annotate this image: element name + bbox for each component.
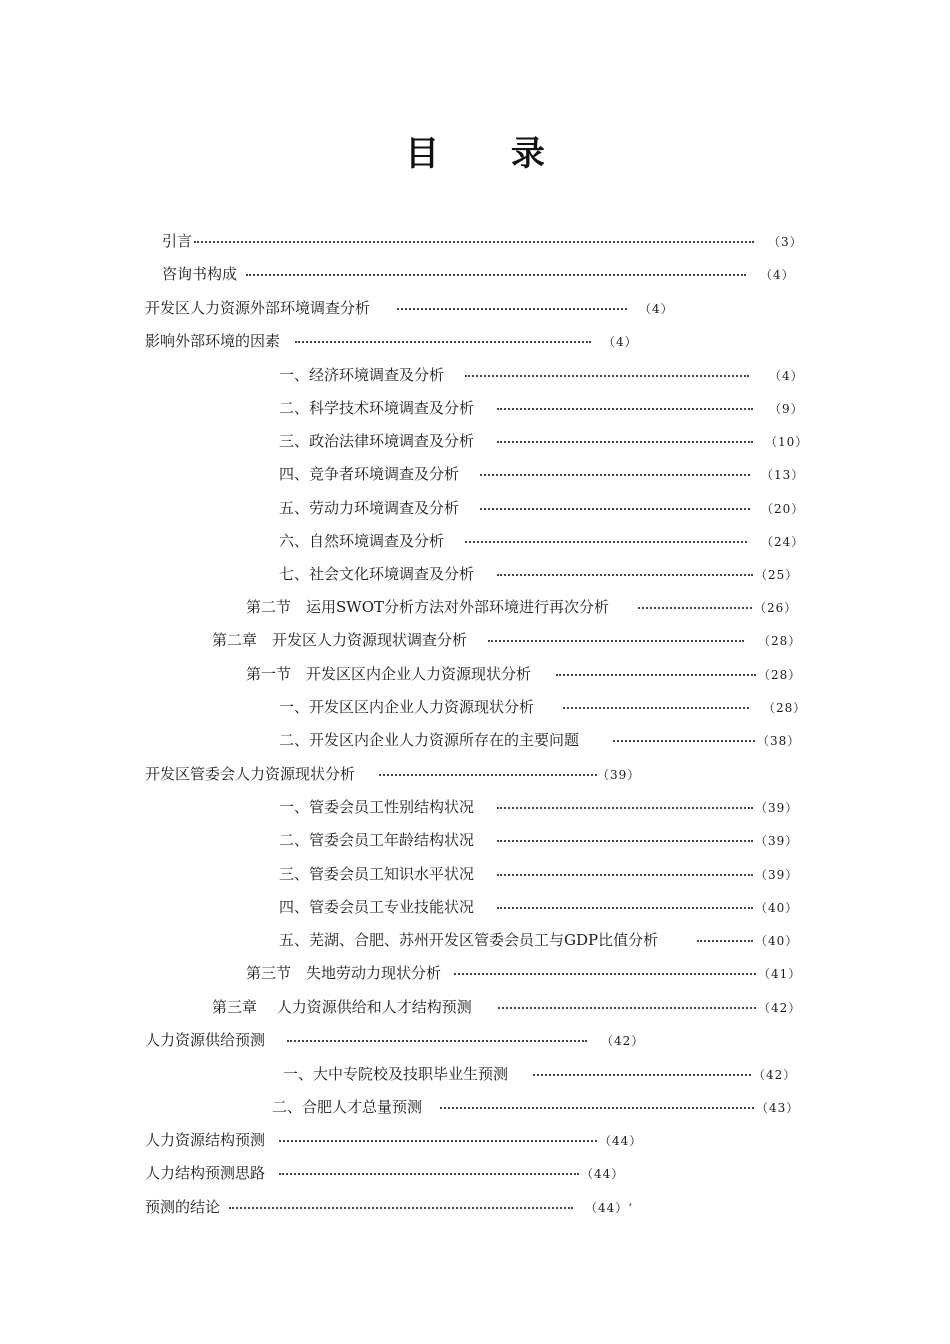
toc-entry[interactable] (279, 895, 799, 919)
toc-entry[interactable] (279, 695, 807, 719)
toc-entry[interactable] (279, 429, 809, 453)
toc-entry-label: 一、经济环境调查及分析 (279, 366, 445, 384)
toc-entry-label: 一、管委会员工性别结构状况 (279, 798, 475, 816)
toc-leader-dots (397, 308, 627, 310)
toc-entry[interactable] (279, 363, 804, 387)
toc-leader-dots (379, 774, 597, 776)
toc-entry-page: （28） (763, 701, 807, 715)
toc-entry-label: 五、劳动力环境调查及分析 (279, 499, 460, 517)
toc-entry[interactable] (162, 229, 802, 253)
toc-leader-dots (563, 707, 749, 709)
toc-entry[interactable] (279, 928, 799, 952)
toc-entry-page: （25） (755, 568, 799, 582)
toc-entry-page: （41） (758, 967, 802, 981)
toc-entry-label: 第二章 开发区人力资源现状调查分析 (212, 631, 468, 649)
toc-leader-dots (480, 508, 750, 510)
toc-leader-dots (613, 740, 755, 742)
toc-leader-dots (497, 408, 753, 410)
toc-entry[interactable] (279, 396, 804, 420)
toc-entry-label: 二、科学技术环境调查及分析 (279, 399, 475, 417)
toc-entry-page: （9） (769, 402, 804, 416)
toc-entry-label: 五、芜湖、合肥、苏州开发区管委会员工与GDP比值分析 (279, 931, 659, 949)
toc-leader-dots (465, 541, 747, 543)
toc-entry-page: （44） (581, 1167, 625, 1181)
toc-entry[interactable] (145, 1161, 645, 1185)
toc-entry[interactable] (272, 1095, 800, 1119)
toc-entry-label: 人力结构预测思路 (145, 1164, 266, 1182)
toc-leader-dots (533, 1074, 751, 1076)
toc-entry-page: （42） (753, 1068, 797, 1082)
toc-leader-dots (440, 1107, 754, 1109)
toc-entry-page: （38） (757, 734, 801, 748)
toc-entry[interactable] (162, 262, 802, 286)
toc-leader-dots (194, 241, 754, 243)
toc-entry-page: （28） (758, 668, 802, 682)
toc-entry-page: （28） (758, 634, 802, 648)
toc-entry-label: 一、开发区区内企业人力资源现状分析 (279, 698, 535, 716)
page-title: 目 录 (405, 134, 575, 174)
toc-entry-page: （20） (761, 502, 805, 516)
toc-entry[interactable] (145, 329, 645, 353)
toc-entry-page: （4） (760, 268, 795, 282)
toc-entry[interactable] (279, 562, 799, 586)
toc-entry-page: （44） (599, 1134, 643, 1148)
toc-entry-label: 第一节 开发区区内企业人力资源现状分析 (246, 665, 532, 683)
toc-entry-page: （4） (769, 369, 804, 383)
toc-leader-dots (488, 640, 744, 642)
toc-entry-page: （24） (761, 535, 805, 549)
toc-leader-dots (497, 574, 753, 576)
toc-entry-label: 人力资源供给预测 (145, 1031, 266, 1049)
toc-entry-label: 二、管委会员工年龄结构状况 (279, 831, 475, 849)
toc-entry[interactable] (145, 296, 685, 320)
toc-entry[interactable] (212, 628, 800, 652)
toc-entry-page: （4） (639, 302, 674, 316)
toc-leader-dots (556, 674, 756, 676)
toc-entry-label: 第三节 失地劳动力现状分析 (246, 964, 442, 982)
toc-leader-dots (480, 474, 750, 476)
toc-entry-label: 开发区人力资源外部环境调查分析 (145, 299, 371, 317)
toc-entry-page: （39） (755, 868, 799, 882)
toc-entry-label: 一、大中专院校及技职毕业生预测 (283, 1065, 509, 1083)
toc-entry[interactable] (279, 828, 799, 852)
toc-entry-page: （40） (755, 901, 799, 915)
toc-entry-label: 二、开发区内企业人力资源所存在的主要问题 (279, 731, 580, 749)
toc-entry[interactable] (279, 795, 799, 819)
toc-entry-label: 第二节 运用SWOT分析方法对外部环境进行再次分析 (246, 598, 609, 616)
toc-entry-label: 四、管委会员工专业技能状况 (279, 898, 475, 916)
toc-entry[interactable] (145, 1028, 645, 1052)
toc-entry-label: 三、政治法律环境调查及分析 (279, 432, 475, 450)
toc-leader-dots (454, 973, 756, 975)
toc-entry-page: （13） (761, 468, 805, 482)
toc-entry-page: （39） (597, 768, 641, 782)
toc-entry[interactable] (212, 995, 800, 1019)
toc-leader-dots (246, 274, 746, 276)
toc-entry-page: （40） (755, 934, 799, 948)
toc-leader-dots (497, 874, 753, 876)
toc-entry-page: （42） (758, 1001, 802, 1015)
toc-entry-label: 预测的结论 (145, 1198, 221, 1216)
toc-leader-dots (295, 341, 591, 343)
toc-leader-dots (497, 840, 753, 842)
toc-entry[interactable] (145, 1195, 665, 1219)
toc-entry-label: 四、竞争者环境调查及分析 (279, 465, 460, 483)
toc-entry[interactable] (145, 1128, 645, 1152)
toc-entry-label: 六、自然环境调查及分析 (279, 532, 445, 550)
toc-leader-dots (697, 940, 753, 942)
toc-entry[interactable] (246, 961, 800, 985)
toc-leader-dots (287, 1040, 587, 1042)
toc-entry-label: 人力资源结构预测 (145, 1131, 266, 1149)
toc-entry-label: 影响外部环境的因素 (145, 332, 281, 350)
toc-entry-label: 咨询书构成 (162, 265, 238, 283)
toc-entry-page: （39） (755, 834, 799, 848)
toc-entry[interactable] (279, 529, 805, 553)
toc-leader-dots (497, 907, 753, 909)
toc-entry-page: （44）‘ (585, 1201, 634, 1215)
toc-entry[interactable] (246, 662, 800, 686)
toc-entry-page: （3） (768, 235, 803, 249)
toc-leader-dots (279, 1173, 579, 1175)
toc-entry-label: 开发区管委会人力资源现状分析 (145, 765, 356, 783)
toc-entry-label: 三、管委会员工知识水平状况 (279, 865, 475, 883)
toc-leader-dots (465, 375, 749, 377)
toc-entry[interactable] (279, 862, 799, 886)
toc-leader-dots (229, 1207, 573, 1209)
toc-leader-dots (279, 1140, 597, 1142)
toc-entry-page: （10） (765, 435, 809, 449)
toc-entry-page: （4） (603, 335, 638, 349)
toc-entry-page: （43） (756, 1101, 800, 1115)
toc-entry[interactable] (283, 1062, 799, 1086)
toc-entry[interactable] (246, 595, 800, 619)
toc-entry-page: （42） (601, 1034, 645, 1048)
toc-entry[interactable] (279, 728, 799, 752)
toc-entry-page: （26） (754, 601, 798, 615)
toc-leader-dots (497, 807, 753, 809)
toc-leader-dots (497, 441, 753, 443)
toc-entry-label: 引言 (162, 232, 193, 250)
toc-leader-dots (498, 1007, 756, 1009)
toc-entry-label: 第三章 人力资源供给和人才结构预测 (212, 998, 472, 1016)
toc-entry-label: 七、社会文化环境调查及分析 (279, 565, 475, 583)
toc-leader-dots (638, 607, 752, 609)
toc-entry[interactable] (145, 762, 645, 786)
toc-entry[interactable] (279, 462, 805, 486)
toc-entry-label: 二、合肥人才总量预测 (272, 1098, 423, 1116)
toc-entry[interactable] (279, 496, 805, 520)
toc-entry-page: （39） (755, 801, 799, 815)
